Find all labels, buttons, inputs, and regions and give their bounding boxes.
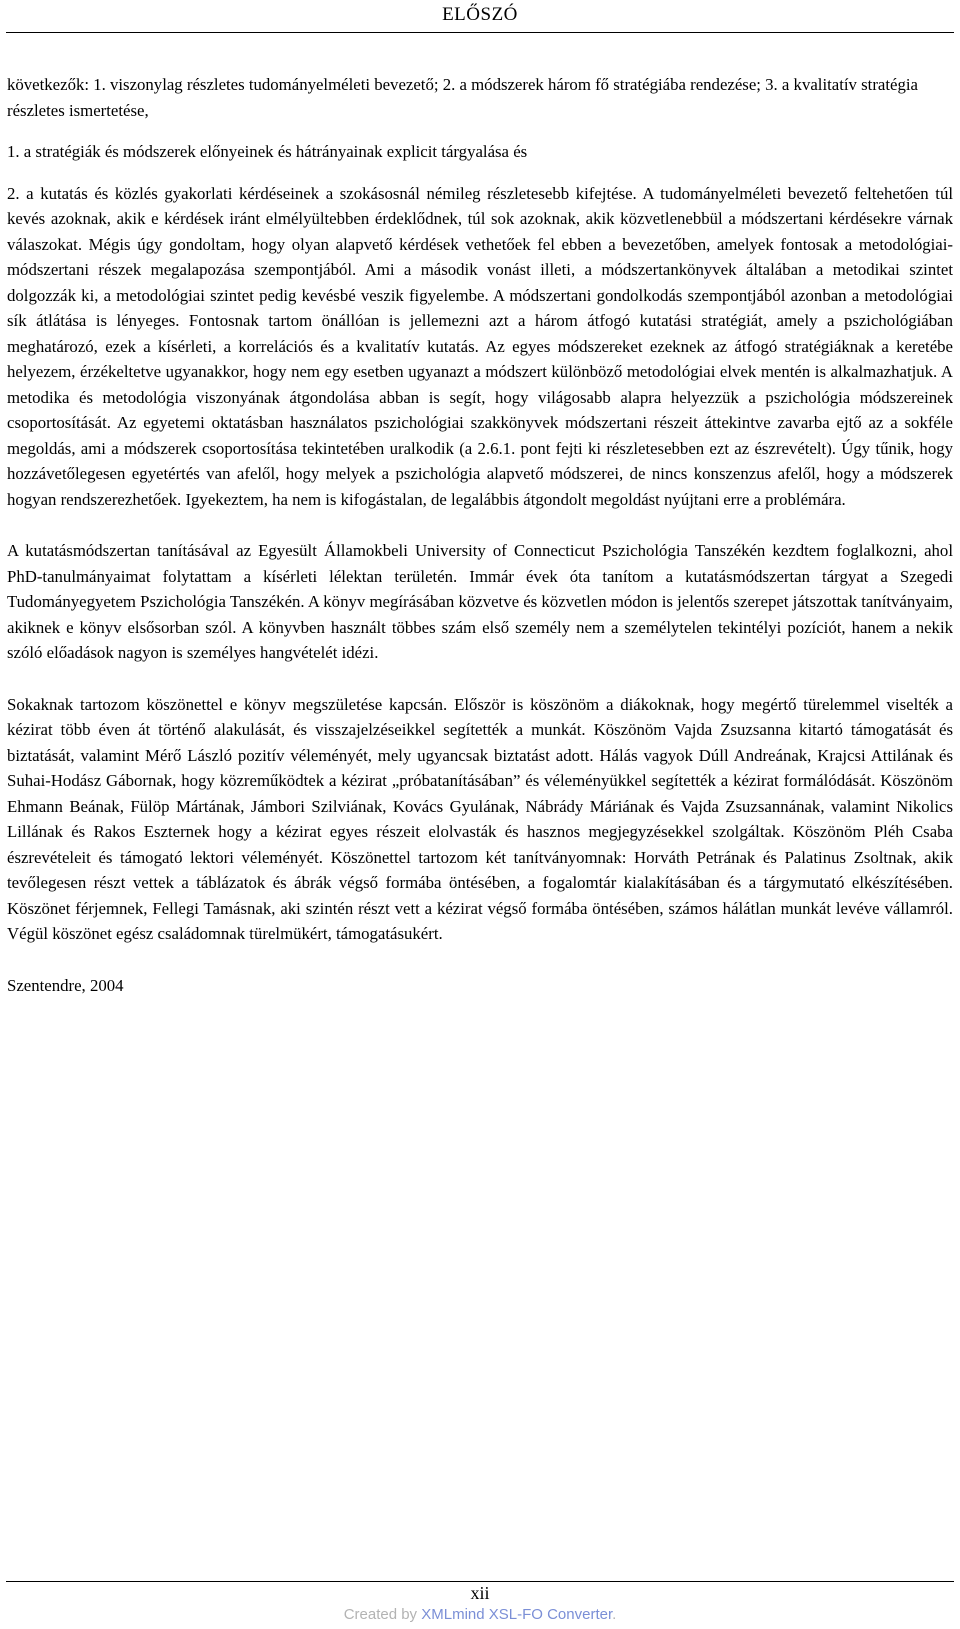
page-number: xii bbox=[470, 1583, 490, 1603]
credit-period: . bbox=[612, 1606, 617, 1623]
paragraph-teaching: A kutatásmódszertan tanításával az Egyesült Államokbeli University of Connecticut Pszichológia Tanszékén kezdtem foglalkozni, ahol PhD-tanulmányaimat folytattam a kísérleti lélektan területén. Immár évek óta tanítom a kutatásmódszertan tárgyat a Szegedi Tudományegyetem Pszichológia Tanszékén. A könyv megírásában közvetve és közvetlen módon is jelentős szerepet játszottak tanítványaim, akiknek e könyv elsősorban szól. A könyvben használt többes szám első személy nem a személytelen tekintélyi pozíciót, hanem a nekik szóló előadások nagyon is személyes hangvételét idézi. bbox=[7, 541, 953, 662]
created-by-text: Created by bbox=[343, 1606, 418, 1623]
list-item-1: 1. a stratégiák és módszerek előnyeinek és hátrányainak explicit tárgyalása és bbox=[7, 142, 528, 161]
converter-credit bbox=[0, 1606, 960, 1623]
header-divider bbox=[6, 32, 954, 33]
paragraph-thanks: Sokaknak tartozom köszönettel e könyv megszületése kapcsán. Először is köszönöm a diákoknak, hogy megértő türelemmel viselték a kézirat több éven át történő alakulását, és visszajelzéseikkel segítették a munkát. Köszönöm Vajda Zsuzsanna kitartó támogatását és biztatását, valamint Mérő László pozitív véleményét, mely ugyancsak biztatást adott. Hálás vagyok Dúll Andreának, Krajcsi Attilának és Suhai-Hodász Gábornak, hogy közreműködtek a kézirat „próbatanításában” és véleményükkel segítették a kézirat formálódását. Köszönöm Ehmann Beának, Fülöp Mártának, Jámbori Szilviának, Kovács Gyulának, Nábrády Máriának és Vajda Zsuzsannának, valamint Nikolics Lillának és Rakos Eszternek hogy a kézirat egyes részeit elolvasták és hasznos megjegyzésekkel szolgáltak. Köszönöm Pléh Csaba észrevételeit és támogató lektori véleményét. Köszönettel tartozom két tanítványomnak: Horváth Petrának és Palatinus Zsoltnak, akik tevőlegesen részt vettek a táblázatok és ábrák végső formába öntésében, a fogalomtár kialakításában és a tárgymutató elkészítésében. Köszönet férjemnek, Fellegi Tamásnak, aki szintén részt vett a kézirat végső formába öntésében, számos hálátlan munkát levéve vállamról. Végül köszönet egész családomnak türelmükért, támogatásukért. bbox=[7, 694, 953, 943]
intro-line: következők: 1. viszonylag részletes tudományelméleti bevezető; 2. a módszerek három fő stratégiába rendezése; 3. a kvalitatív stratégia részletes ismertetése, bbox=[7, 75, 918, 120]
document-body bbox=[7, 72, 953, 998]
footer-divider bbox=[6, 1581, 954, 1582]
converter-link[interactable]: XMLmind XSL-FO Converter bbox=[421, 1606, 613, 1623]
list-item-2: 2. a kutatás és közlés gyakorlati kérdéseinek a szokásosnál némileg részletesebb kifejtése. A tudományelméleti bevezető feltehetően túl kevés azoknak, akik e kérdések iránt elmélyültebben érdeklődnek, túl sok azoknak, akik közvetlenebbül a módszertani kérdésekre várnak válaszokat. Mégis úgy gondoltam, hogy olyan alapvető kérdések vethetőek fel ebben a bevezetőben, amelyek fontosak a metodológiai-módszertani részek megalapozása szempontjából. Ami a második vonást illeti, a módszertankönyvek általában a metodikai szintet dolgozzák ki, a metodológiai szintet pedig kevésbé veszik figyelembe. A módszertani gondolkodás szempontjából azonban a metodológiai sík átlátása is lényeges. Fontosnak tartom önállóan is jellemezni azt a három átfogó kutatási stratégiát, amely a pszichológiában meghatározó, ezek a kísérleti, a korrelációs és a kvalitatív kutatás. Az egyes módszereket ezeknek az átfogó stratégiáknak a keretébe helyezem, érzékeltetve ugyanakkor, hogy nem egy esetben ugyanazt a módszert különböző metodológiai elvek mentén is alkalmazhatjuk. A metodika és metodológia viszonyának átgondolása abban is segít, hogy világosabb alapra helyezzük a pszichológia módszereinek csoportosítását. Az egyetemi oktatásban használatos pszichológiai szakkönyvek módszertani részeit áttekintve zavarba ejtő az a sokféle megoldás, ami a módszerek csoportosítása tekintetében uralkodik (a 2.6.1. pont fejti ki részletesebben ezt az észrevételt). Úgy tűnik, hogy hozzávetőlegesen egyetértés van afelől, hogy melyek a pszichológia alapvető módszerei, de nincs konszenzus afelől, hogy a módszerek hogyan rendszerezhetőek. Igyekeztem, ha nem is kifogástalan, de legalábbis átgondolt megoldást nyújtani erre a problémára. bbox=[7, 183, 953, 509]
page-header-title: ELŐSZÓ bbox=[442, 4, 518, 25]
signature-place-date: Szentendre, 2004 bbox=[7, 975, 124, 995]
